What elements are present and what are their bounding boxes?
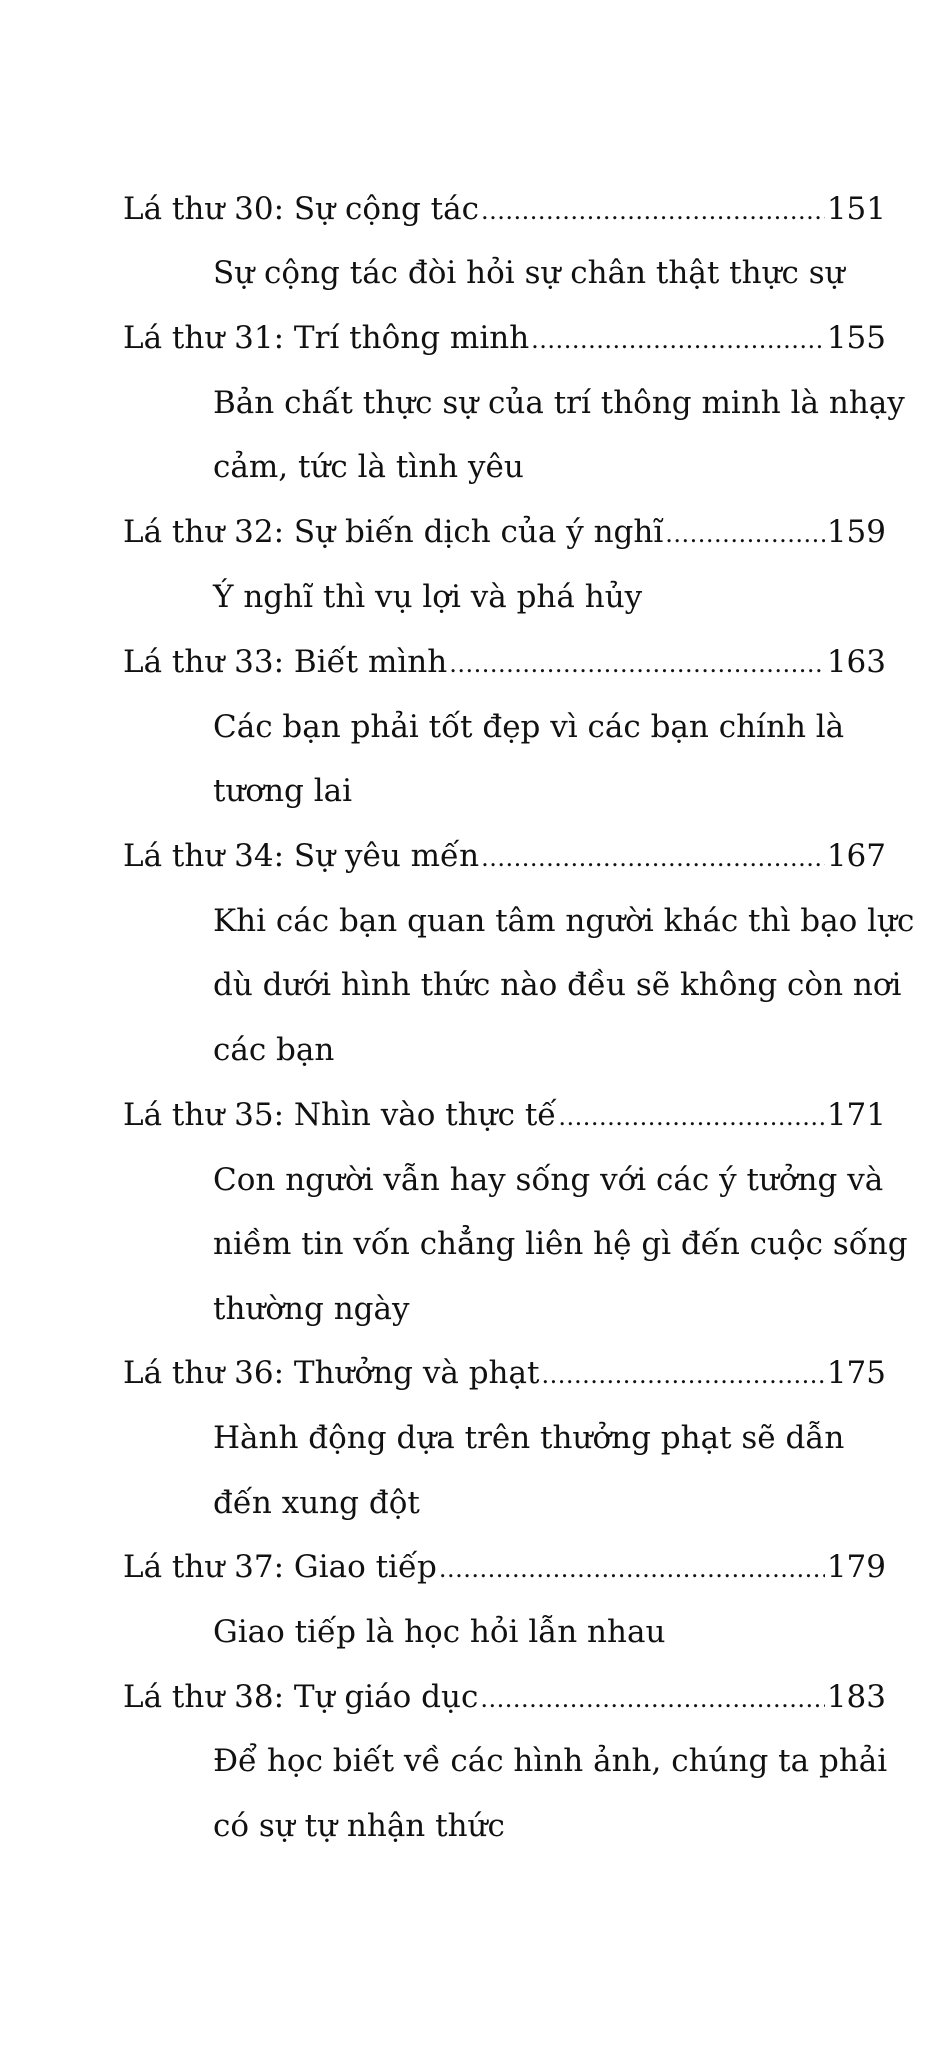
toc-entry-31 [123,318,886,360]
toc-entry-description: niềm tin vốn chẳng liên hệ gì đến cuộc sống [213,1226,908,1262]
dot-leader [481,838,825,878]
toc-entry-35 [123,1095,886,1137]
toc-entry-description: Để học biết về các hình ảnh, chúng ta phải [213,1743,888,1779]
toc-entry-description: Các bạn phải tốt đẹp vì các bạn chính là [213,709,845,745]
dot-leader [449,644,825,684]
dot-leader [541,1355,824,1395]
toc-entry-33 [123,642,886,684]
toc-entry-title: Lá thư 36: Thưởng và phạt [123,1355,540,1391]
toc-entry-description: tương lai [213,773,353,809]
toc-entry-page: 167 [826,838,886,874]
toc-entry-title: Lá thư 30: Sự cộng tác [123,191,479,227]
toc-entry-title: Lá thư 35: Nhìn vào thực tế [123,1097,557,1133]
toc-entry-description: Con người vẫn hay sống với các ý tưởng và [213,1162,884,1198]
toc-entry-description: Ý nghĩ thì vụ lợi và phá hủy [213,579,643,615]
toc-entry-36 [123,1353,886,1395]
dot-leader [439,1549,825,1589]
toc-entry-page: 163 [826,644,886,680]
toc-entry-description: thường ngày [213,1291,410,1327]
toc-entry-page: 155 [826,320,886,356]
toc-entry-page: 171 [826,1097,886,1133]
toc-entry-37 [123,1547,886,1589]
toc-entry-description: các bạn [213,1032,335,1068]
toc-entry-description: Bản chất thực sự của trí thông minh là nhạy [213,385,905,421]
toc-entry-title: Lá thư 33: Biết mình [123,644,448,680]
toc-entry-34 [123,836,886,878]
toc-entry-description: Hành động dựa trên thưởng phạt sẽ dẫn [213,1420,845,1456]
toc-entry-30 [123,189,886,231]
toc-entry-page: 175 [826,1355,886,1391]
toc-entry-description: Khi các bạn quan tâm người khác thì bạo lực [213,903,915,939]
toc-entry-page: 159 [826,514,886,550]
toc-entry-page: 179 [826,1549,886,1585]
toc-entry-description: cảm, tức là tình yêu [213,449,524,485]
toc-entry-description: đến xung đột [213,1485,420,1521]
toc-entry-description: Giao tiếp là học hỏi lẫn nhau [213,1614,666,1650]
toc-entry-description: dù dưới hình thức nào đều sẽ không còn nơi [213,967,902,1003]
toc-entry-title: Lá thư 38: Tự giáo dục [123,1679,479,1715]
dot-leader [481,191,825,231]
toc-entry-page: 151 [826,191,886,227]
dot-leader [531,320,825,360]
toc-entry-description: có sự tự nhận thức [213,1808,505,1844]
toc-entry-title: Lá thư 32: Sự biến dịch của ý nghĩ [123,514,664,550]
toc-entry-title: Lá thư 34: Sự yêu mến [123,838,480,874]
dot-leader [558,1097,824,1137]
toc-entry-32 [123,512,886,554]
toc-entry-description: Sự cộng tác đòi hỏi sự chân thật thực sự [213,255,845,291]
toc-entry-38 [123,1677,886,1719]
dot-leader [480,1679,824,1719]
toc-entry-page: 183 [826,1679,886,1715]
toc-entry-title: Lá thư 37: Giao tiếp [123,1549,437,1585]
dot-leader [665,514,825,554]
toc-entry-title: Lá thư 31: Trí thông minh [123,320,530,356]
